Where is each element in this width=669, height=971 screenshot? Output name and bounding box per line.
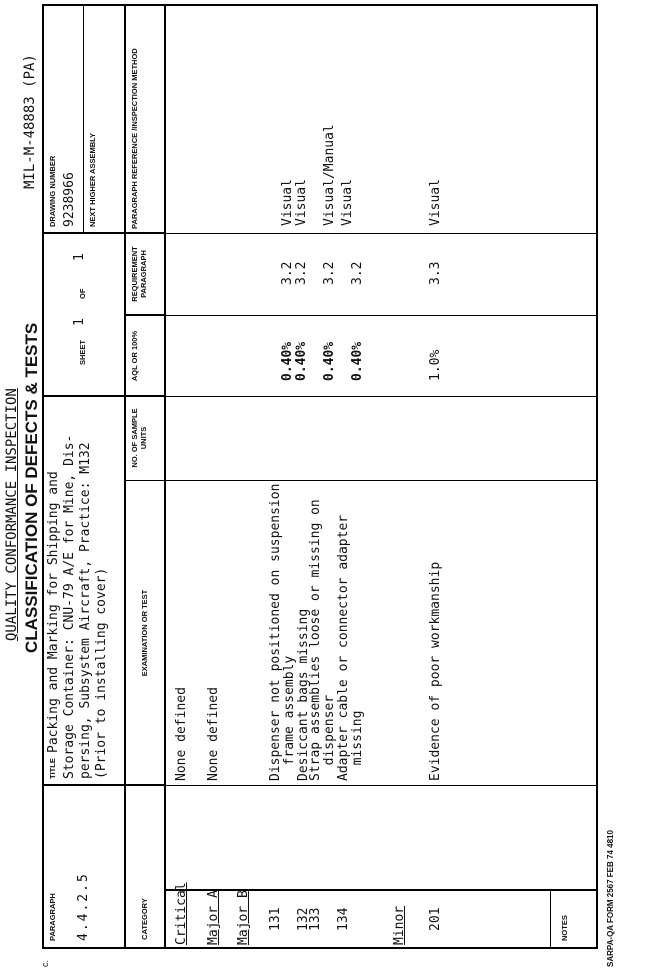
method-value: Visual/Manual — [322, 124, 337, 226]
examination-header: EXAMINATION OR TEST — [140, 589, 149, 677]
exam-text: None defined — [174, 687, 189, 781]
req-paragraph-value: 3.3 — [428, 261, 443, 285]
title-line: (Prior to installing cover) — [94, 567, 109, 779]
defect-code: 133 — [308, 907, 323, 931]
exam-text: missing — [350, 710, 365, 781]
method-value: Visual — [280, 179, 295, 226]
req-paragraph-value: 3.2 — [322, 261, 337, 285]
drawing-number-value: 9238966 — [62, 172, 77, 227]
exam-text: Desiccant bags missing — [296, 608, 311, 781]
category-minor: Minor — [392, 905, 407, 945]
defect-code: 134 — [336, 907, 351, 931]
title-line: persing, Subsystem Aircraft, Practice: M132 — [78, 442, 93, 779]
next-higher-assembly-label: NEXT HIGHER ASSEMBLY — [88, 132, 97, 227]
paragraph-label: PARAGRAPH — [48, 893, 57, 941]
aql-value: 0.40% — [350, 341, 365, 381]
sheet-total: 1 — [72, 253, 87, 261]
requirement-paragraph-header: REQUIREMENT PARAGRAPH — [130, 246, 148, 302]
title-label: TITLE — [48, 758, 57, 779]
req-paragraph-value: 3.2 — [350, 261, 365, 285]
category-header: CATEGORY — [140, 898, 149, 940]
title-line: Packing and Marking for Shipping and — [46, 471, 61, 753]
aql-value: 0.40% — [322, 341, 337, 381]
form-id: SARPA-QA FORM 2567 FEB 74 4810 — [606, 830, 615, 967]
exam-text: dispenser — [322, 694, 337, 781]
spec-number: MIL-M-48883 (PA) — [22, 54, 38, 189]
margin-mark: c. — [40, 959, 50, 967]
category-critical: Critical — [174, 882, 189, 945]
exam-text: Evidence of poor workmanship — [428, 561, 443, 781]
form-title: CLASSIFICATION OF DEFECTS & TESTS — [22, 322, 41, 653]
aql-header: AQL OR 100% — [130, 330, 139, 382]
exam-text: Dispenser not positioned on suspension — [268, 483, 283, 781]
category-major-a: Major A — [206, 890, 221, 945]
defect-code: 131 — [268, 907, 283, 931]
defect-code: 132 — [296, 907, 311, 931]
req-paragraph-value: 3.2 — [294, 261, 309, 285]
sheet-number: 1 — [72, 318, 87, 326]
method-value: Visual — [294, 179, 309, 226]
paragraph-reference-header: PARAGRAPH REFERENCE /INSPECTION METHOD — [130, 48, 139, 229]
aql-value: 0.40% — [280, 341, 295, 381]
req-paragraph-value: 3.2 — [280, 261, 295, 285]
exam-text: None defined — [206, 687, 221, 781]
form-heading: QUALITY CONFORMANCE INSPECTION — [4, 388, 20, 641]
exam-text: Adapter cable or connector adapter — [336, 514, 351, 781]
exam-text: Strap assemblies loose or missing on — [308, 499, 323, 781]
aql-value: 0.40% — [294, 341, 309, 381]
category-major-b: Major B — [236, 890, 251, 945]
exam-text: frame assembly — [282, 655, 297, 781]
method-value: Visual — [428, 179, 443, 226]
paragraph-value: 4.4.2.5 — [76, 872, 91, 941]
notes-label: NOTES — [560, 915, 569, 941]
aql-value: 1.0% — [428, 349, 443, 381]
title-line: Storage Container: CNU-79 A/E for Mine, Dis- — [62, 434, 77, 779]
defect-code: 201 — [428, 907, 443, 931]
sheet-label: SHEET — [78, 339, 87, 365]
sample-units-header: NO. OF SAMPLE UNITS — [130, 408, 148, 468]
of-label: OF — [78, 288, 87, 299]
method-value: Visual — [340, 179, 355, 226]
drawing-number-label: DRAWING NUMBER — [48, 155, 57, 227]
